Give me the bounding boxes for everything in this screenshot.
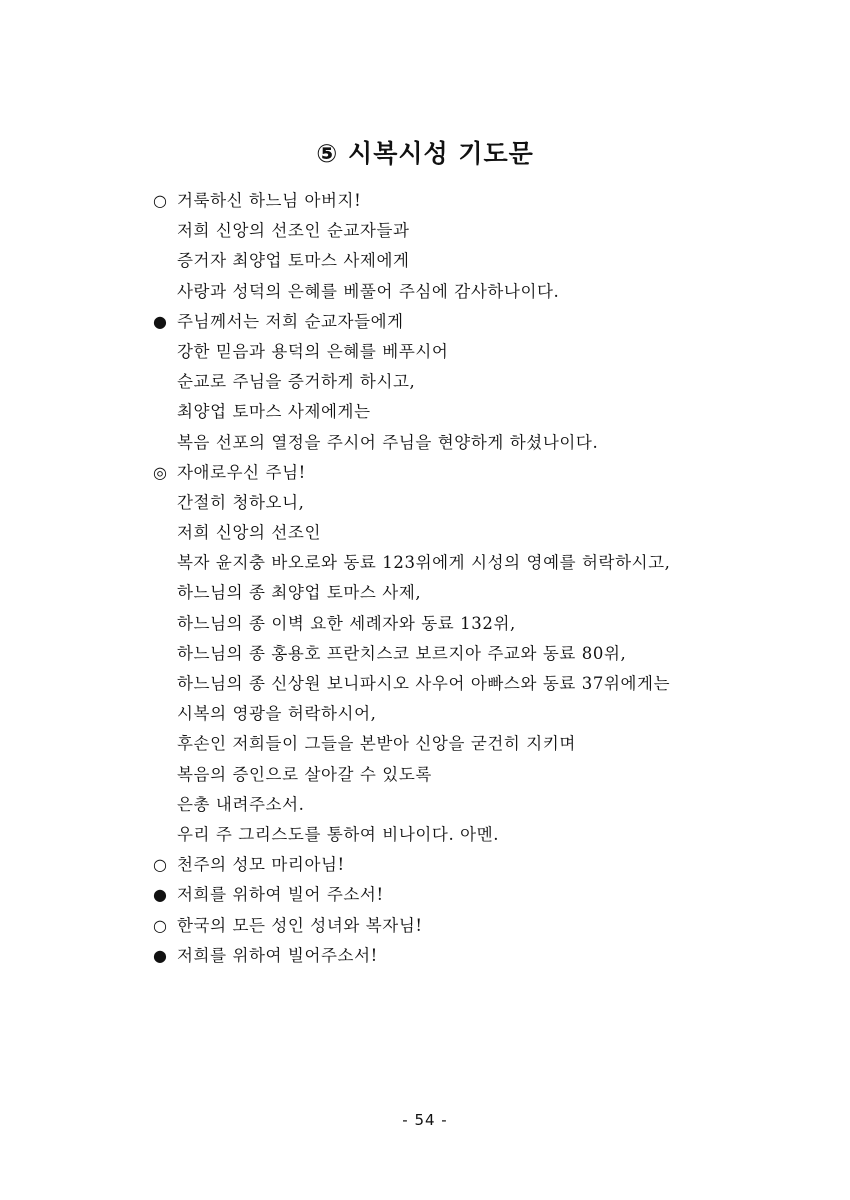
prayer-line-text: 간절히 청하오니,	[177, 492, 305, 512]
prayer-line-text: 후손인 저희들이 그들을 본받아 신앙을 굳건히 지키며	[177, 734, 576, 754]
prayer-line-text: 최양업 토마스 사제에게는	[177, 402, 371, 422]
prayer-line-text: 복음 선포의 열정을 주시어 주님을 현양하게 하셨나이다.	[177, 432, 599, 452]
prayer-line	[153, 548, 813, 578]
prayer-line	[153, 850, 813, 880]
prayer-line-text: 하느님의 종 홍용호 프란치스코 보르지아 주교와 동료 80위,	[177, 643, 627, 663]
prayer-line	[153, 488, 813, 518]
prayer-line	[153, 699, 813, 729]
prayer-line-text: 복음의 증인으로 살아갈 수 있도록	[177, 764, 432, 784]
prayer-line	[153, 760, 813, 790]
prayer-line-text: 주님께서는 저희 순교자들에게	[177, 311, 404, 331]
prayer-line-text: 한국의 모든 성인 성녀와 복자님!	[177, 915, 423, 935]
prayer-line	[153, 337, 813, 367]
prayer-line	[153, 518, 813, 548]
prayer-line	[153, 669, 813, 699]
bullet-marker: ●	[153, 311, 168, 331]
prayer-line	[153, 820, 813, 850]
prayer-line	[153, 578, 813, 608]
prayer-line	[153, 367, 813, 397]
prayer-line-text: 하느님의 종 이벽 요한 세례자와 동료 132위,	[177, 613, 516, 633]
prayer-line	[153, 911, 813, 941]
bullet-marker: ◎	[153, 462, 168, 482]
prayer-line-text: 증거자 최양업 토마스 사제에게	[177, 251, 410, 271]
prayer-line-text: 순교로 주님을 증거하게 하시고,	[177, 372, 416, 392]
prayer-line-text: 은총 내려주소서.	[177, 794, 305, 814]
prayer-line-text: 자애로우신 주님!	[177, 462, 306, 482]
prayer-line-text: 저희 신앙의 선조인 순교자들과	[177, 221, 410, 241]
page-title: ⑤ 시복시성 기도문	[316, 139, 534, 168]
prayer-line	[153, 246, 813, 276]
bullet-marker: ●	[153, 945, 168, 965]
prayer-line-text: 천주의 성모 마리아님!	[177, 855, 345, 875]
prayer-line	[153, 216, 813, 246]
prayer-line-text: 우리 주 그리스도를 통하여 비나이다. 아멘.	[177, 824, 500, 844]
bullet-marker: ○	[153, 191, 168, 210]
prayer-line-text: 사랑과 성덕의 은혜를 베풀어 주심에 감사하나이다.	[177, 281, 560, 301]
prayer-line-text: 시복의 영광을 허락하시어,	[177, 704, 377, 724]
prayer-line	[153, 609, 813, 639]
prayer-line	[153, 790, 813, 820]
prayer-line	[153, 307, 813, 337]
prayer-line	[153, 880, 813, 910]
prayer-line-text: 하느님의 종 최양업 토마스 사제,	[177, 583, 422, 603]
prayer-line-text: 거룩하신 하느님 아버지!	[177, 191, 362, 210]
prayer-line	[153, 729, 813, 759]
prayer-line	[153, 458, 813, 488]
prayer-line-text: 강한 믿음과 용덕의 은혜를 베푸시어	[177, 341, 449, 361]
prayer-line	[153, 941, 813, 971]
page-number: - 54 -	[402, 1111, 448, 1129]
prayer-line	[153, 277, 813, 307]
bullet-marker: ●	[153, 885, 168, 905]
prayer-line-text: 복자 윤지충 바오로와 동료 123위에게 시성의 영예를 허락하시고,	[177, 553, 671, 573]
prayer-line-text: 하느님의 종 신상원 보니파시오 사우어 아빠스와 동료 37위에게는	[177, 674, 671, 693]
bullet-marker: ○	[153, 915, 168, 935]
bullet-marker: ○	[153, 855, 168, 875]
prayer-line-text: 저희 신앙의 선조인	[177, 523, 322, 543]
prayer-text	[153, 186, 813, 971]
prayer-line	[153, 397, 813, 427]
prayer-line	[153, 428, 813, 458]
prayer-line	[153, 186, 813, 216]
prayer-line-text: 저희를 위하여 빌어주소서!	[177, 945, 378, 965]
prayer-line	[153, 639, 813, 669]
prayer-line-text: 저희를 위하여 빌어 주소서!	[177, 885, 384, 905]
